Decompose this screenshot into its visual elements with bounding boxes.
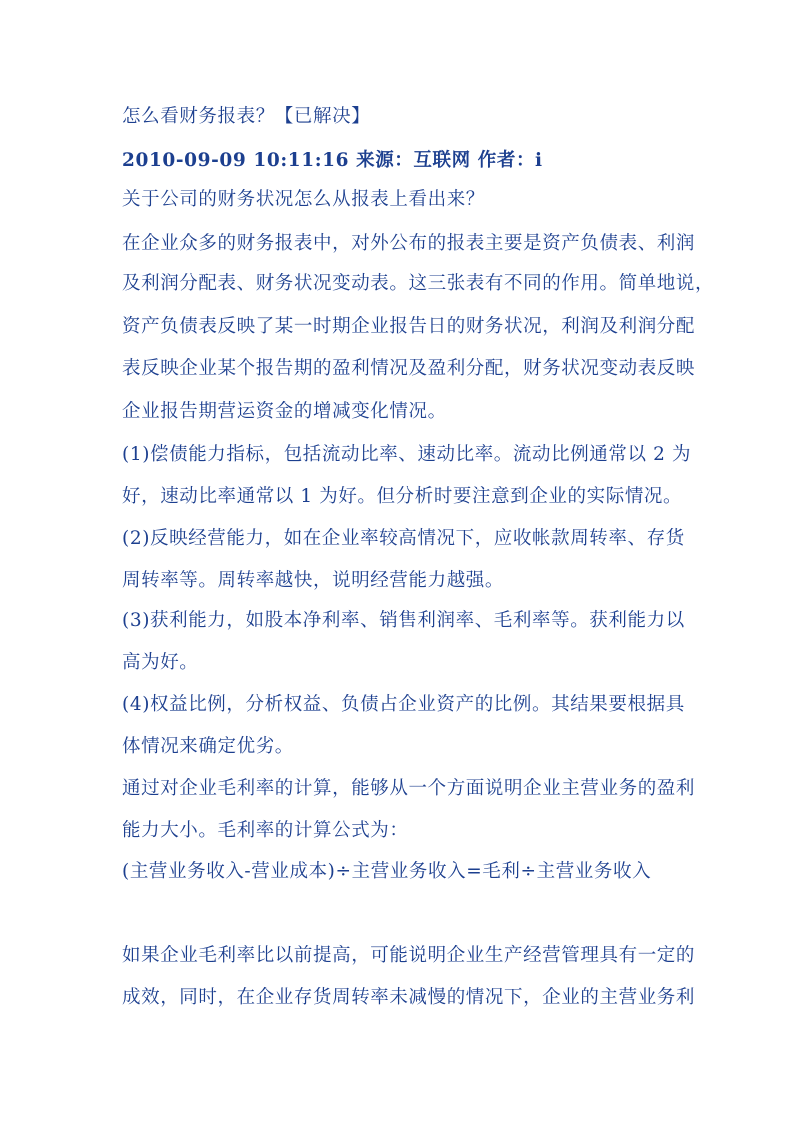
conclusion-line: 如果企业毛利率比以前提高，可能说明企业生产经营管理具有一定的: [122, 945, 696, 966]
intro-line: 资产负债表反映了某一时期企业报告日的财务状况，利润及利润分配: [122, 316, 696, 337]
article-meta: 2010-09-09 10:11:16 来源：互联网 作者：i: [122, 150, 543, 171]
intro-line: 及利润分配表、财务状况变动表。这三张表有不同的作用。简单地说，: [122, 273, 715, 294]
point-2-line: (2)反映经营能力，如在企业率较高情况下，应收帐款周转率、存货: [122, 528, 685, 549]
article-title: 怎么看财务报表？【已解决】: [122, 106, 371, 127]
point-4-line: (4)权益比例，分析权益、负债占企业资产的比例。其结果要根据具: [122, 694, 685, 715]
point-1-line: 好，速动比率通常以 1 为好。但分析时要注意到企业的实际情况。: [122, 486, 683, 507]
intro-line: 在企业众多的财务报表中，对外公布的报表主要是资产负债表、利润: [122, 233, 696, 254]
gross-margin-formula: (主营业务收入-营业成本)÷主营业务收入=毛利÷主营业务收入: [122, 861, 652, 882]
point-3-line: 高为好。: [122, 652, 199, 673]
gross-margin-line: 能力大小。毛利率的计算公式为：: [122, 820, 409, 841]
intro-line: 企业报告期营运资金的增减变化情况。: [122, 401, 447, 422]
point-2-line: 周转率等。周转率越快，说明经营能力越强。: [122, 570, 505, 591]
conclusion-line: 成效，同时，在企业存货周转率未减慢的情况下，企业的主营业务利: [122, 987, 696, 1008]
article-question: 关于公司的财务状况怎么从报表上看出来？: [122, 189, 485, 210]
gross-margin-line: 通过对企业毛利率的计算，能够从一个方面说明企业主营业务的盈利: [122, 778, 696, 799]
point-3-line: (3)获利能力，如股本净利率、销售利润率、毛利率等。获利能力以: [122, 610, 685, 631]
intro-line: 表反映企业某个报告期的盈利情况及盈利分配，财务状况变动表反映: [122, 358, 696, 379]
point-4-line: 体情况来确定优劣。: [122, 736, 294, 757]
point-1-line: (1)偿债能力指标，包括流动比率、速动比率。流动比例通常以 2 为: [122, 444, 692, 465]
